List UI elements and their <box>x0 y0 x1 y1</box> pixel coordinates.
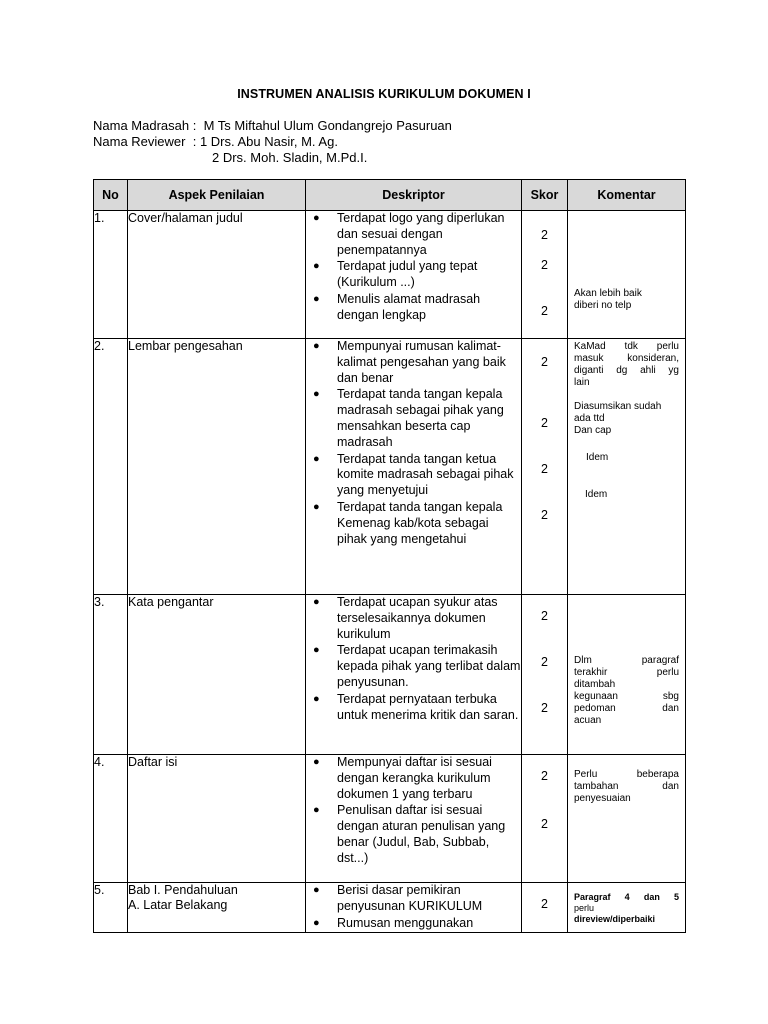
skor-value: 2 <box>541 817 548 831</box>
aspek-line: A. Latar Belakang <box>128 898 228 912</box>
komentar-line: terakhir perlu <box>574 667 679 678</box>
deskriptor-item: ● Mempunyai rumusan kalimat-kalimat pengesahan yang baik dan benar <box>313 339 506 385</box>
table-row <box>94 339 686 595</box>
row-skor <box>522 211 568 339</box>
komentar-line: perlu <box>574 903 595 913</box>
document-title: INSTRUMEN ANALISIS KURIKULUM DOKUMEN I <box>237 87 531 101</box>
bullet-icon: ● <box>313 500 320 513</box>
bullet-icon: ● <box>313 212 320 224</box>
komentar-line: Diasumsikan sudah <box>574 401 662 412</box>
bullet-icon: ● <box>313 260 320 273</box>
row-number: 2. <box>94 339 128 595</box>
bullet-icon: ● <box>313 692 320 705</box>
row-deskriptor <box>306 595 522 755</box>
row-deskriptor <box>306 883 522 933</box>
row-skor <box>522 755 568 883</box>
skor-value: 2 <box>541 897 548 911</box>
header-aspek: Aspek Penilaian <box>128 180 306 211</box>
bullet-icon: ● <box>313 756 320 768</box>
bullet-icon: ● <box>313 884 320 896</box>
komentar-line: kegunaan sbg <box>574 691 679 702</box>
deskriptor-item: ● Terdapat tanda tangan kepala Kemenag kab/kota sebagai pihak yang mengetahui <box>313 499 503 546</box>
row-deskriptor <box>306 755 522 883</box>
bullet-icon: ● <box>313 596 320 608</box>
komentar-line: KaMad tdk perlu <box>574 341 679 352</box>
deskriptor-item: ● Rumusan menggunakan <box>313 915 474 930</box>
komentar-line: Akan lebih baik <box>574 288 642 299</box>
deskriptor-item: ● Terdapat ucapan syukur atas terselesaikannya dokumen kurikulum <box>313 595 498 641</box>
deskriptor-item: ● Terdapat logo yang diperlukan dan sesuai dengan penempatannya <box>313 211 505 257</box>
bullet-icon: ● <box>313 644 320 657</box>
bullet-icon: ● <box>313 916 320 929</box>
skor-value: 2 <box>541 355 548 369</box>
bullet-icon: ● <box>313 340 320 352</box>
skor-value: 2 <box>541 416 548 430</box>
reviewer-line <box>93 134 452 150</box>
komentar-line: diganti dg ahli yg <box>574 365 679 376</box>
skor-value: 2 <box>541 655 548 669</box>
komentar-line: Perlu beberapa <box>574 769 679 780</box>
komentar-line: diberi no telp <box>574 300 632 311</box>
madrasah-label: Nama Madrasah : <box>93 118 197 133</box>
header-komentar: Komentar <box>568 180 686 211</box>
komentar-line: penyesuaian <box>574 793 631 804</box>
row-deskriptor <box>306 211 522 339</box>
table-row <box>94 595 686 755</box>
deskriptor-item: ● Terdapat ucapan terimakasih kepada pihak yang terlibat dalam penyusunan. <box>313 643 521 689</box>
row-komentar <box>568 211 686 339</box>
row-deskriptor <box>306 339 522 595</box>
komentar-line: pedoman dan <box>574 703 679 714</box>
deskriptor-item: ● Terdapat judul yang tepat (Kurikulum ...) <box>313 259 478 290</box>
reviewer-label: Nama Reviewer : <box>93 134 197 149</box>
bullet-icon: ● <box>313 292 320 305</box>
row-aspek: Lembar pengesahan <box>128 339 306 595</box>
komentar-line: acuan <box>574 715 602 726</box>
komentar-line: Idem <box>586 452 609 463</box>
row-komentar <box>568 883 686 933</box>
skor-value: 2 <box>541 304 548 318</box>
skor-value: 2 <box>541 462 548 476</box>
komentar-line: masuk konsideran, <box>574 353 679 364</box>
row-number: 5. <box>94 883 128 933</box>
madrasah-line <box>93 118 452 134</box>
deskriptor-item: ● Terdapat tanda tangan ketua komite madrasah sebagai pihak yang menyetujui <box>313 451 514 498</box>
row-skor <box>522 595 568 755</box>
row-number: 1. <box>94 211 128 339</box>
komentar-line: ditambah <box>574 679 616 690</box>
skor-value: 2 <box>541 701 548 715</box>
deskriptor-item: ● Terdapat pernyataan terbuka untuk menerima kritik dan saran. <box>313 691 519 722</box>
row-number: 3. <box>94 595 128 755</box>
komentar-line: lain <box>574 377 590 388</box>
table-row <box>94 211 686 339</box>
madrasah-value: M Ts Miftahul Ulum Gondangrejo Pasuruan <box>203 118 452 133</box>
skor-value: 2 <box>541 769 548 783</box>
row-number: 4. <box>94 755 128 883</box>
skor-value: 2 <box>541 258 548 272</box>
deskriptor-item: ● Terdapat tanda tangan kepala madrasah sebagai pihak yang mensahkan beserta cap madrasah <box>313 387 504 449</box>
row-komentar <box>568 595 686 755</box>
deskriptor-item: ● Menulis alamat madrasah dengan lengkap <box>313 291 481 322</box>
analysis-table <box>93 179 686 933</box>
aspek-line: Bab I. Pendahuluan <box>128 883 238 897</box>
row-aspek <box>128 883 306 933</box>
deskriptor-item: ● Mempunyai daftar isi sesuai dengan kerangka kurikulum dokumen 1 yang terbaru <box>313 755 492 801</box>
komentar-line: ada ttd <box>574 413 605 424</box>
header-skor: Skor <box>522 180 568 211</box>
table-header-row <box>94 180 686 211</box>
row-aspek: Daftar isi <box>128 755 306 883</box>
skor-value: 2 <box>541 508 548 522</box>
deskriptor-item: ● Berisi dasar pemikiran penyusunan KURIKULUM <box>313 883 483 913</box>
row-aspek: Cover/halaman judul <box>128 211 306 339</box>
document-meta <box>93 118 452 166</box>
row-komentar <box>568 339 686 595</box>
header-deskriptor: Deskriptor <box>306 180 522 211</box>
reviewer-line-2 <box>93 150 452 166</box>
reviewer-2: 2 Drs. Moh. Sladin, M.Pd.I. <box>212 150 368 165</box>
row-skor <box>522 339 568 595</box>
skor-value: 2 <box>541 228 548 242</box>
skor-value: 2 <box>541 609 548 623</box>
komentar-line: tambahan dan <box>574 781 679 792</box>
komentar-line: Paragraf 4 dan 5 <box>574 892 679 902</box>
komentar-line: Idem <box>585 489 608 500</box>
reviewer-1: 1 Drs. Abu Nasir, M. Ag. <box>199 134 338 149</box>
table-row <box>94 755 686 883</box>
komentar-line: direview/diperbaiki <box>574 914 656 924</box>
table-row <box>94 883 686 933</box>
komentar-line: Dlm paragraf <box>574 655 679 666</box>
row-aspek: Kata pengantar <box>128 595 306 755</box>
deskriptor-item: ● Penulisan daftar isi sesuai dengan aturan penulisan yang benar (Judul, Bab, Subbab, dst...) <box>313 803 506 865</box>
bullet-icon: ● <box>313 388 320 401</box>
header-no: No <box>94 180 128 211</box>
bullet-icon: ● <box>313 804 320 817</box>
row-skor <box>522 883 568 933</box>
komentar-line: Dan cap <box>574 425 612 436</box>
bullet-icon: ● <box>313 452 320 465</box>
row-komentar <box>568 755 686 883</box>
